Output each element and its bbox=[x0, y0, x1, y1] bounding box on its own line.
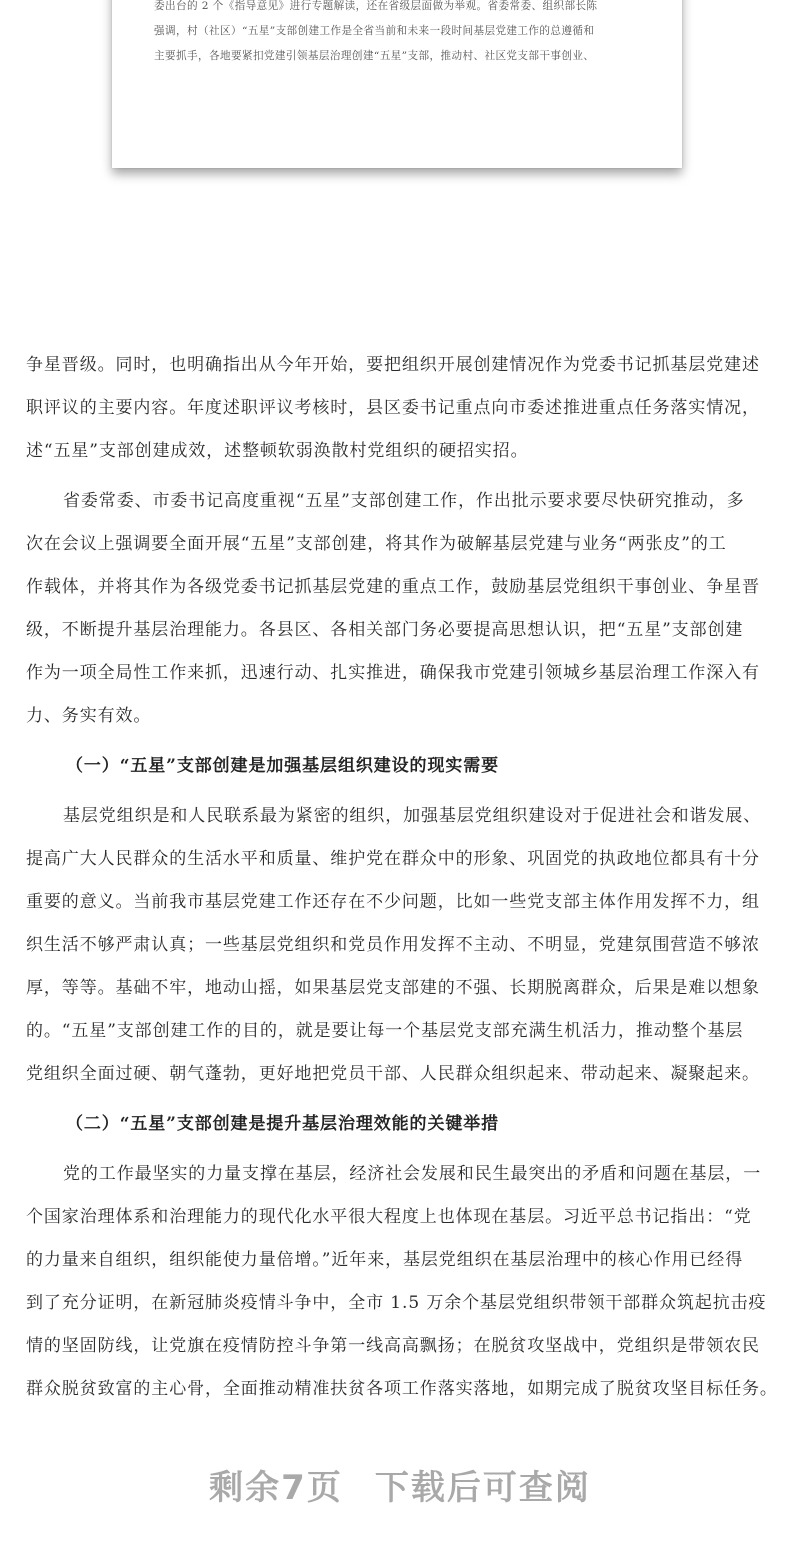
text-line: 作载体，并将其作为各级党委书记抓基层党建的重点工作，鼓励基层党组织干事创业、争星晋 bbox=[26, 577, 760, 597]
text-line: 争星晋级。同时，也明确指出从今年开始，要把组织开展创建情况作为党委书记抓基层党建述 bbox=[26, 355, 760, 375]
text-line: 党的工作最坚实的力量支撑在基层，经济社会发展和民生最突出的矛盾和问题在基层，一 bbox=[63, 1164, 762, 1184]
text-line: 个国家治理体系和治理能力的现代化水平很大程度上也体现在基层。习近平总书记指出：“党 bbox=[26, 1207, 752, 1227]
section-heading-2: （二）“五星”支部创建是提升基层治理效能的关键举措 bbox=[66, 1114, 500, 1134]
text-line: 到了充分证明，在新冠肺炎疫情斗争中，全市 1.5 万余个基层党组织带领干部群众筑起抗击疫 bbox=[26, 1293, 767, 1313]
text-line: 群众脱贫致富的主心骨，全面推动精准扶贫各项工作落实落地，如期完成了脱贫攻坚目标任务。 bbox=[26, 1379, 778, 1399]
paragraph-3 bbox=[26, 795, 774, 1096]
paragraph-2 bbox=[26, 480, 774, 738]
paragraph-1 bbox=[26, 344, 774, 473]
paragraph-4 bbox=[26, 1153, 778, 1411]
text-line: 作为一项全局性工作来抓，迅速行动、扎实推进，确保我市党建引领城乡基层治理工作深入有 bbox=[26, 663, 760, 683]
download-prompt-banner[interactable] bbox=[0, 1468, 800, 1508]
text-line: 提高广大人民群众的生活水平和质量、维护党在群众中的形象、巩固党的执政地位都具有十分 bbox=[26, 849, 760, 869]
preview-line: 主要抓手，各地要紧扣党建引领基层治理创建“五星”支部，推动村、社区党支部干事创业、 bbox=[154, 50, 595, 62]
previous-page-preview bbox=[112, 0, 682, 168]
remaining-pages-label: 剩余7页 bbox=[209, 1468, 343, 1508]
preview-line: 强调，村（社区）“五星”支部创建工作是全省当前和未来一段时间基层党建工作的总遵循和 bbox=[154, 25, 595, 37]
text-line: 力、务实有效。 bbox=[26, 706, 152, 726]
text-line: 的。“五星”支部创建工作的目的，就是要让每一个基层党支部充满生机活力，推动整个基层 bbox=[26, 1021, 744, 1041]
text-line: 厚，等等。基础不牢，地动山摇，如果基层党支部建的不强、长期脱离群众，后果是难以想象 bbox=[26, 978, 760, 998]
section-heading-1: （一）“五星”支部创建是加强基层组织建设的现实需要 bbox=[66, 756, 500, 776]
text-line: 述“五星”支部创建成效，述整顿软弱涣散村党组织的硬招实招。 bbox=[26, 441, 529, 461]
text-line: 党组织全面过硬、朝气蓬勃，更好地把党员干部、人民群众组织起来、带动起来、凝聚起来。 bbox=[26, 1064, 760, 1084]
text-line: 织生活不够严肃认真；一些基层党组织和党员作用发挥不主动、不明显，党建氛围营造不够浓 bbox=[26, 935, 760, 955]
text-line: 职评议的主要内容。年度述职评议考核时，县区委书记重点向市委述推进重点任务落实情况， bbox=[26, 398, 760, 418]
text-line: 次在会议上强调要全面开展“五星”支部创建，将其作为破解基层党建与业务“两张皮”的工 bbox=[26, 534, 727, 554]
preview-line: 委出台的 2 个《指导意见》进行专题解读，还在省级层面做为举观。省委常委、组织部长陈 bbox=[154, 0, 598, 12]
document-body bbox=[26, 344, 778, 1411]
text-line: 级，不断提升基层治理能力。各县区、各相关部门务必要提高思想认识，把“五星”支部创建 bbox=[26, 620, 744, 640]
text-line: 的力量来自组织，组织能使力量倍增。”近年来，基层党组织在基层治理中的核心作用已经得 bbox=[26, 1250, 744, 1270]
text-line: 基层党组织是和人民联系最为紧密的组织，加强基层党组织建设对于促进社会和谐发展、 bbox=[63, 806, 762, 826]
text-line: 省委常委、市委书记高度重视“五星”支部创建工作，作出批示要求要尽快研究推动，多 bbox=[63, 491, 745, 511]
text-line: 情的坚固防线，让党旗在疫情防控斗争第一线高高飘扬；在脱贫攻坚战中，党组织是带领农民 bbox=[26, 1336, 760, 1356]
download-to-view-label: 下载后可查阅 bbox=[374, 1468, 591, 1508]
text-line: 重要的意义。当前我市基层党建工作还存在不少问题，比如一些党支部主体作用发挥不力，组 bbox=[26, 892, 760, 912]
